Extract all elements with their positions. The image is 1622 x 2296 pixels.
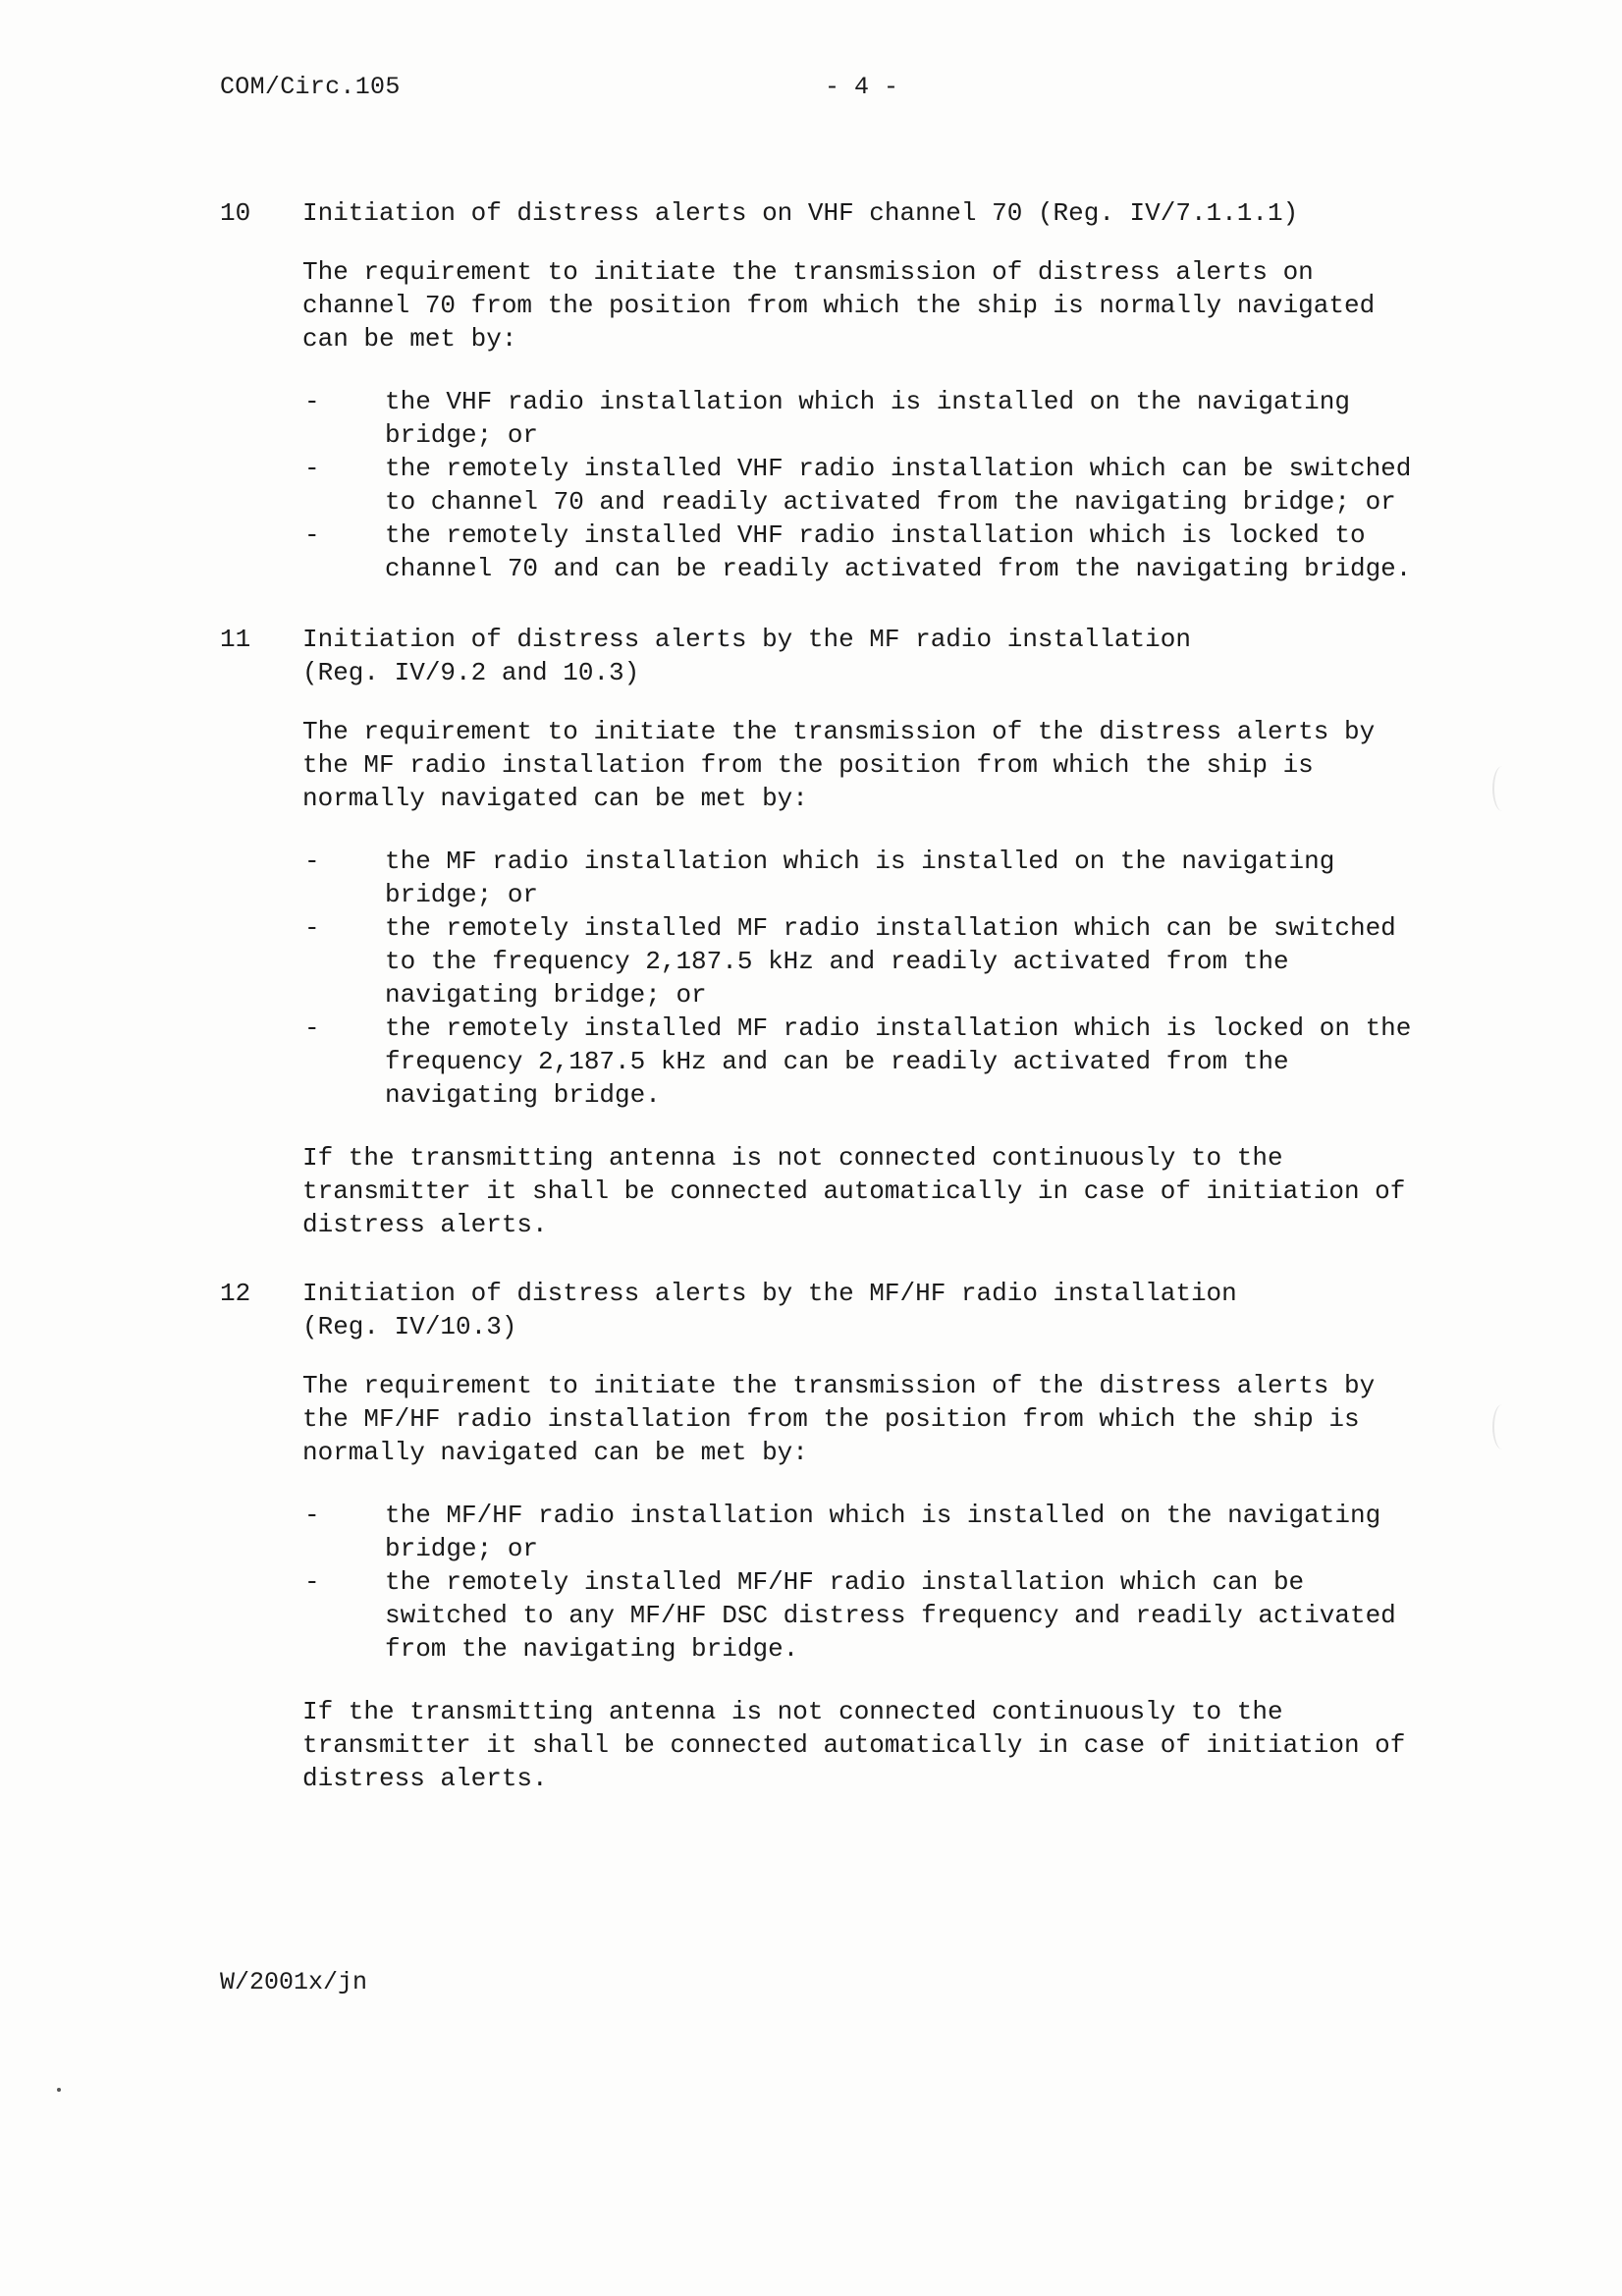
section-body (302, 623, 1496, 1241)
dash-marker: - (304, 847, 320, 876)
list-item (302, 519, 1496, 585)
section-body (302, 1277, 1496, 1795)
list-item (302, 1499, 1496, 1565)
list-item-text: the remotely installed MF radio installation which is locked on the frequency 2,187.5 kHz and can be readily activated from the navigating bridge. (385, 1013, 1412, 1110)
scan-speck (57, 2088, 61, 2092)
dash-marker: - (304, 1501, 320, 1530)
section-number: 10 (220, 198, 251, 228)
list-item (302, 911, 1496, 1011)
footer-reference: W/2001x/jn (220, 1968, 368, 1996)
section-title: Initiation of distress alerts on VHF channel 70 (Reg. IV/7.1.1.1) (302, 198, 1299, 228)
list-item (302, 1011, 1496, 1112)
list-item-text: the remotely installed VHF radio installation which is locked to channel 70 and can be readily activated from the navigating bridge. (385, 520, 1412, 583)
list-item-text: the remotely installed MF/HF radio installation which can be switched to any MF/HF DSC distress frequency and readily activated from the navigating bridge. (385, 1567, 1396, 1664)
header-reference: COM/Circ.105 (220, 73, 401, 101)
section-title: Initiation of distress alerts by the MF/HF radio installation (Reg. IV/10.3) (302, 1279, 1237, 1341)
requirement-list (302, 385, 1496, 585)
dash-marker: - (304, 454, 320, 483)
list-item (302, 452, 1496, 519)
dash-marker: - (304, 520, 320, 550)
section-intro-paragraph: The requirement to initiate the transmission of the distress alerts by the MF/HF radio installation from the position from which the ship is normally navigated can be met by: (302, 1371, 1376, 1467)
list-item-text: the remotely installed MF radio installation which can be switched to the frequency 2,187.5 kHz and readily activated from the navigating bridge; or (385, 913, 1396, 1010)
list-item (302, 385, 1496, 452)
dash-marker: - (304, 1567, 320, 1597)
list-item (302, 1565, 1496, 1666)
antenna-note-paragraph: If the transmitting antenna is not connected continuously to the transmitter it shall be connected automatically in case of initiation of distress alerts. (302, 1143, 1406, 1239)
section-intro-paragraph: The requirement to initiate the transmission of the distress alerts by the MF radio installation from the position from which the ship is normally navigated can be met by: (302, 717, 1376, 813)
list-item-text: the remotely installed VHF radio installation which can be switched to channel 70 and readily activated from the navigating bridge; or (385, 454, 1412, 517)
dash-marker: - (304, 913, 320, 943)
antenna-note-paragraph: If the transmitting antenna is not connected continuously to the transmitter it shall be connected automatically in case of initiation of distress alerts. (302, 1697, 1406, 1793)
section-11 (220, 623, 1496, 1271)
dash-marker: - (304, 387, 320, 416)
list-item-text: the MF/HF radio installation which is installed on the navigating bridge; or (385, 1501, 1381, 1563)
section-number: 12 (220, 1279, 251, 1308)
section-10 (220, 196, 1496, 615)
page-number: - 4 - (825, 73, 899, 101)
list-item-text: the VHF radio installation which is installed on the navigating bridge; or (385, 387, 1350, 450)
requirement-list (302, 845, 1496, 1112)
section-12 (220, 1277, 1496, 1825)
section-body (302, 196, 1496, 585)
list-item-text: the MF radio installation which is installed on the navigating bridge; or (385, 847, 1335, 909)
requirement-list (302, 1499, 1496, 1666)
section-number: 11 (220, 625, 251, 654)
bleed-through-mark (1492, 766, 1512, 811)
list-item (302, 845, 1496, 911)
dash-marker: - (304, 1013, 320, 1043)
section-title: Initiation of distress alerts by the MF radio installation (Reg. IV/9.2 and 10.3) (302, 625, 1191, 687)
section-intro-paragraph: The requirement to initiate the transmission of distress alerts on channel 70 from the position from which the ship is normally navigated can be met by: (302, 257, 1376, 354)
bleed-through-mark (1492, 1404, 1512, 1449)
